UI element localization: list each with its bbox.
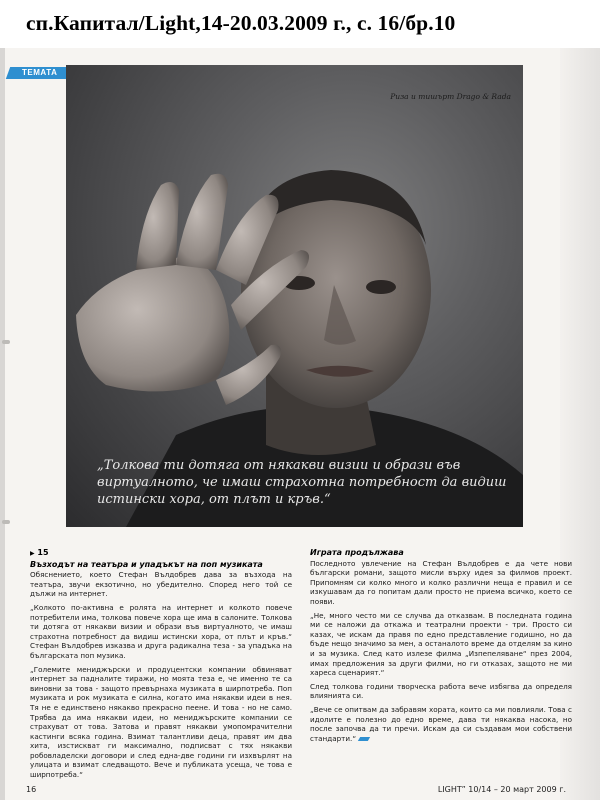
page-number: 16	[26, 785, 37, 794]
pull-quote: „Толкова ти дотяга от някакви визии и образи във виртуалното, че имаш страхотна потребност да видиш истински хора, от плът и кръв.“	[97, 458, 507, 507]
section-tab-label: ТЕМАТА	[22, 68, 58, 77]
article-paragraph: Обяснението, което Стефан Вълдобрев дава за възхода на театъра, звучи екзотично, но убедително. Според него той се дължи на интернет.	[30, 570, 292, 599]
article-right-column	[310, 548, 572, 747]
article-paragraph: „Големите мениджърски и продуцентски компании обвиняват интернет за падналите тиражи, но моята теза е, че именно те са виновни за това - защото превърнаха музиката в ширпотреба. Поп музиката и рок музиката е силна, когато има някакви идеи в нея. Тя не е единствено някакво прекрасно пеене. И това - но не само. Трябва да има някакви идеи, но мениджърските компании се страхуват от това. Затова и правят някакви умопомрачителни кастинги всяка година. Взимат талантливи деца, правят им два хита, изстискват ги максимално, подписват с тях някакви робовладелски договори и след една-две години ги изхвърлят на улицата и взимат следващото. Вече и публиката усеща, че това е ширпотреба.“	[30, 664, 292, 780]
page-spine	[0, 48, 5, 800]
article-paragraph: „Колкото по-активна е ролята на интернет и колкото повече потребители има, толкова повече хора ще има в салоните. Толкова ти дотяга от някакви визии и образи във виртуалното, че имаш страхотна потребност да видиш истински хора, от плът и кръв.“ Стефан Вълдобрев изказва и друга радикална теза - за упадъка на българската поп музика.	[30, 602, 292, 660]
clipping-source-title: сп.Капитал/Light,14-20.03.2009 г., с. 16/бр.10	[26, 11, 456, 35]
portrait-photo	[66, 65, 523, 527]
article-paragraph: „Не, много често ми се случва да отказвам. В последната година ми се наложи да откажа и театрални проекти - три. Просто си казах, че искам да правя по едно представление годишно, но да бъде нещо значимо за мен, а останалото време да отделям за кино и за музика. След като излезе филма „Изпепеляване“ през 2004, имах предложения за други филми, но ги отказах, защото не ми хареса сценарият.“	[310, 610, 572, 678]
clipping-header	[0, 0, 600, 48]
binding-hole	[2, 340, 10, 344]
article-end-icon	[358, 737, 370, 741]
photo-credit: Риза и тишърт Drago & Rada	[390, 92, 511, 101]
issue-info: LIGHT” 10/14 – 20 март 2009 г.	[437, 785, 566, 794]
page-reference-number: 15	[37, 548, 49, 557]
article-left-column	[30, 548, 292, 784]
article-final-text: „Вече се опитвам да забравям хората, които са ми повлияли. Това с идолите е полезно до едно време, дава ти някаква насока, но после започва да ти пречи. Искам да си създавам мои собствени стандарти.“	[310, 704, 572, 743]
section-heading: Играта продължава	[310, 548, 404, 557]
triangle-bullet-icon: ▶	[30, 550, 35, 557]
article-paragraph: След толкова години творческа работа вече избягва да определя влиянията си.	[310, 681, 572, 701]
article-paragraph	[310, 705, 572, 743]
binding-hole	[2, 520, 10, 524]
article-paragraph: Последното увлечение на Стефан Вълдобрев е да чете нови български романи, защото мисли върху идея за филмов проект. Припомням си колко много и колко различни неща е правил и се изкушавам да го попитам дали просто не приема всичко, което се появи.	[310, 558, 572, 606]
page-reference	[30, 548, 292, 559]
section-heading: Възходът на театъра и упадъкът на поп музиката	[30, 559, 263, 569]
